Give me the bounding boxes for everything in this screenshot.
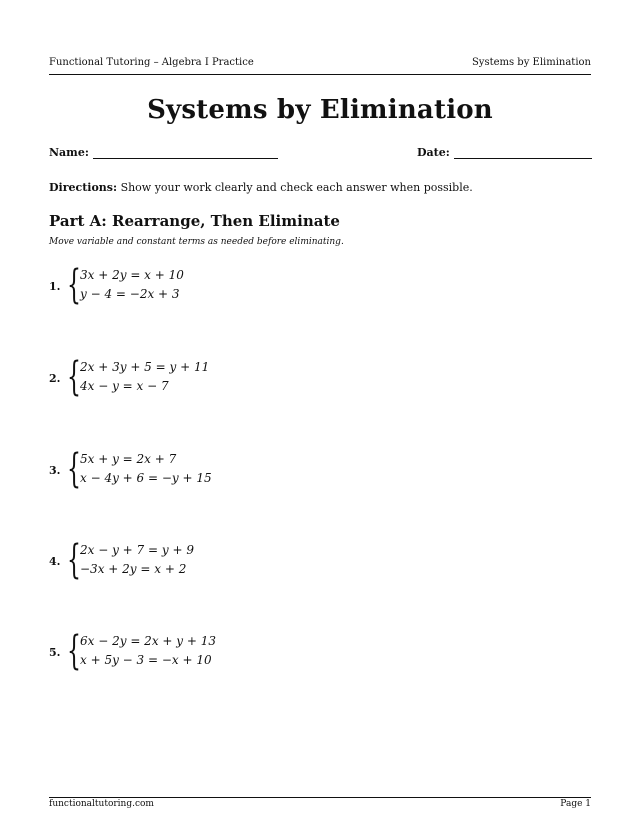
footer-page-number: Page 1 xyxy=(560,799,591,809)
equation-2: −3x + 2y = x + 2 xyxy=(80,562,187,576)
brace-icon: { xyxy=(67,537,81,583)
equation-1: 2x + 3y + 5 = y + 11 xyxy=(80,360,210,374)
page-footer xyxy=(49,797,591,813)
date-label: Date: xyxy=(417,146,450,159)
problem-number: 1. xyxy=(49,280,61,293)
part-a-note: Move variable and constant terms as needed before eliminating. xyxy=(49,237,344,247)
directions-label: Directions: xyxy=(49,181,118,194)
problem-3 xyxy=(49,446,349,492)
problem-number: 4. xyxy=(49,555,61,568)
directions-text: Show your work clearly and check each answer when possible. xyxy=(120,181,473,194)
part-a-title: Part A: Rearrange, Then Eliminate xyxy=(49,212,340,230)
problem-number: 5. xyxy=(49,646,61,659)
equation-2: y − 4 = −2x + 3 xyxy=(80,287,180,301)
brace-icon: { xyxy=(67,446,81,492)
header-left-text: Functional Tutoring – Algebra I Practice xyxy=(49,57,254,68)
equation-1: 6x − 2y = 2x + y + 13 xyxy=(80,634,217,648)
name-label: Name: xyxy=(49,146,89,159)
header-right-text: Systems by Elimination xyxy=(471,57,591,68)
equation-1: 3x + 2y = x + 10 xyxy=(80,268,184,282)
brace-icon: { xyxy=(67,354,81,400)
equation-2: 4x − y = x − 7 xyxy=(80,379,169,393)
equation-2: x − 4y + 6 = −y + 15 xyxy=(80,471,212,485)
equation-1: 5x + y = 2x + 7 xyxy=(80,452,177,466)
equation-2: x + 5y − 3 = −x + 10 xyxy=(80,653,212,667)
problem-number: 3. xyxy=(49,464,61,477)
brace-icon: { xyxy=(67,262,81,308)
directions xyxy=(49,181,473,194)
problem-4 xyxy=(49,537,349,583)
page-header xyxy=(49,57,591,75)
problem-number: 2. xyxy=(49,372,61,385)
equation-1: 2x − y + 7 = y + 9 xyxy=(80,543,194,557)
date-field xyxy=(417,146,592,159)
problem-2 xyxy=(49,354,349,400)
date-blank-line xyxy=(454,146,592,159)
problem-1 xyxy=(49,262,349,308)
page-title: Systems by Elimination xyxy=(147,95,493,125)
name-field xyxy=(49,146,278,159)
footer-site-text: functionaltutoring.com xyxy=(49,799,154,809)
brace-icon: { xyxy=(67,628,81,674)
name-blank-line xyxy=(93,146,278,159)
student-fields xyxy=(49,146,591,162)
problem-5 xyxy=(49,628,349,674)
